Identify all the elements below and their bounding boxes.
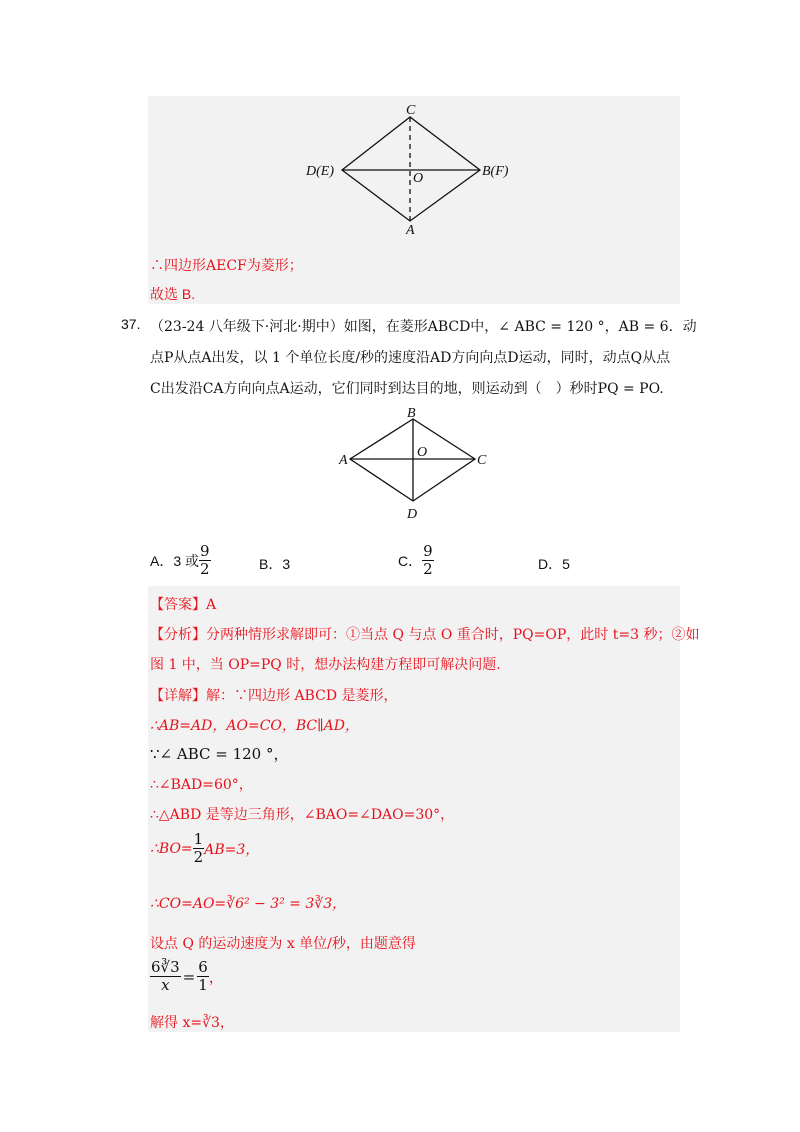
label-A: A bbox=[406, 223, 415, 235]
option-d: D．5 bbox=[538, 556, 570, 572]
option-b: B．3 bbox=[259, 556, 291, 572]
fraction-9-2: $\frac{9}{2}$ bbox=[423, 542, 433, 578]
detail-line-3: ∵∠ ABC = 120 °， bbox=[150, 745, 289, 763]
question-line-1: （23-24 八年级下·河北·期中）如图，在菱形ABCD中，∠ ABC = 120 °，AB = 6．动 bbox=[150, 319, 697, 335]
analysis-line-1: 【分析】分两种情形求解即可：①当点 Q 与点 O 重合时，PQ=OP，此时 t=3 秒；②如 bbox=[150, 627, 700, 643]
fraction-1-2: $\frac{1}{2}$ bbox=[193, 830, 204, 866]
label-B: B bbox=[407, 406, 416, 421]
rhombus-figure-1 bbox=[300, 100, 530, 235]
rhombus-figure-2 bbox=[335, 402, 495, 524]
equation-line: $\frac{6∛3}{x}$ = $\frac{6}{1}$ ， bbox=[151, 958, 224, 994]
fraction-6root3-over-x: $\frac{6∛3}{x}$ bbox=[151, 958, 180, 994]
label-D-E: D(E) bbox=[306, 164, 334, 179]
label-D: D bbox=[407, 507, 418, 522]
detail-line-2: ∴AB=AD，AO=CO，BC∥AD， bbox=[150, 718, 359, 734]
detail-line-1: 【详解】解：∵四边形 ABCD 是菱形， bbox=[150, 688, 398, 704]
label-C: C bbox=[406, 103, 416, 118]
option-a: A． 3 或 $\frac{9}{2}$ bbox=[150, 542, 210, 578]
answer-line: 【答案】A bbox=[150, 597, 217, 613]
detail-line-10: 解得 x=∛3， bbox=[150, 1015, 234, 1031]
label-B-F: B(F) bbox=[482, 164, 509, 179]
detail-line-6: ∴BO= $\frac{1}{2}$ AB=3， bbox=[150, 830, 260, 866]
question-line-3: C出发沿CA方向向点A运动，它们同时到达目的地，则运动到（ ）秒时PQ = PO. bbox=[150, 381, 664, 397]
fraction-9-2: $\frac{9}{2}$ bbox=[200, 542, 210, 578]
detail-line-8: 设点 Q 的运动速度为 x 单位/秒，由题意得 bbox=[150, 936, 416, 952]
label-C: C bbox=[477, 453, 487, 468]
conclusion-line: ∴四边形AECF为菱形； bbox=[150, 258, 303, 274]
fraction-6-over-1: $\frac{6}{1}$ bbox=[198, 958, 208, 994]
detail-line-4: ∴∠BAD=60°， bbox=[150, 777, 253, 793]
question-line-2: 点P从点A出发，以 1 个单位长度/秒的速度沿AD方向向点D运动，同时，动点Q从点 bbox=[150, 350, 671, 366]
analysis-line-2: 图 1 中，当 OP=PQ 时，想办法构建方程即可解决问题. bbox=[150, 657, 501, 673]
choice-line: 故选 B. bbox=[150, 286, 196, 302]
question-number: 37. bbox=[121, 316, 141, 332]
detail-line-7: ∴CO=AO=∛6² − 3² = 3∛3， bbox=[150, 896, 347, 912]
detail-line-5: ∴△ABD 是等边三角形，∠BAO=∠DAO=30°， bbox=[150, 807, 455, 823]
label-O: O bbox=[417, 445, 428, 460]
label-O: O bbox=[413, 171, 424, 186]
option-c: C． $\frac{9}{2}$ bbox=[398, 542, 433, 578]
label-A: A bbox=[339, 453, 348, 468]
